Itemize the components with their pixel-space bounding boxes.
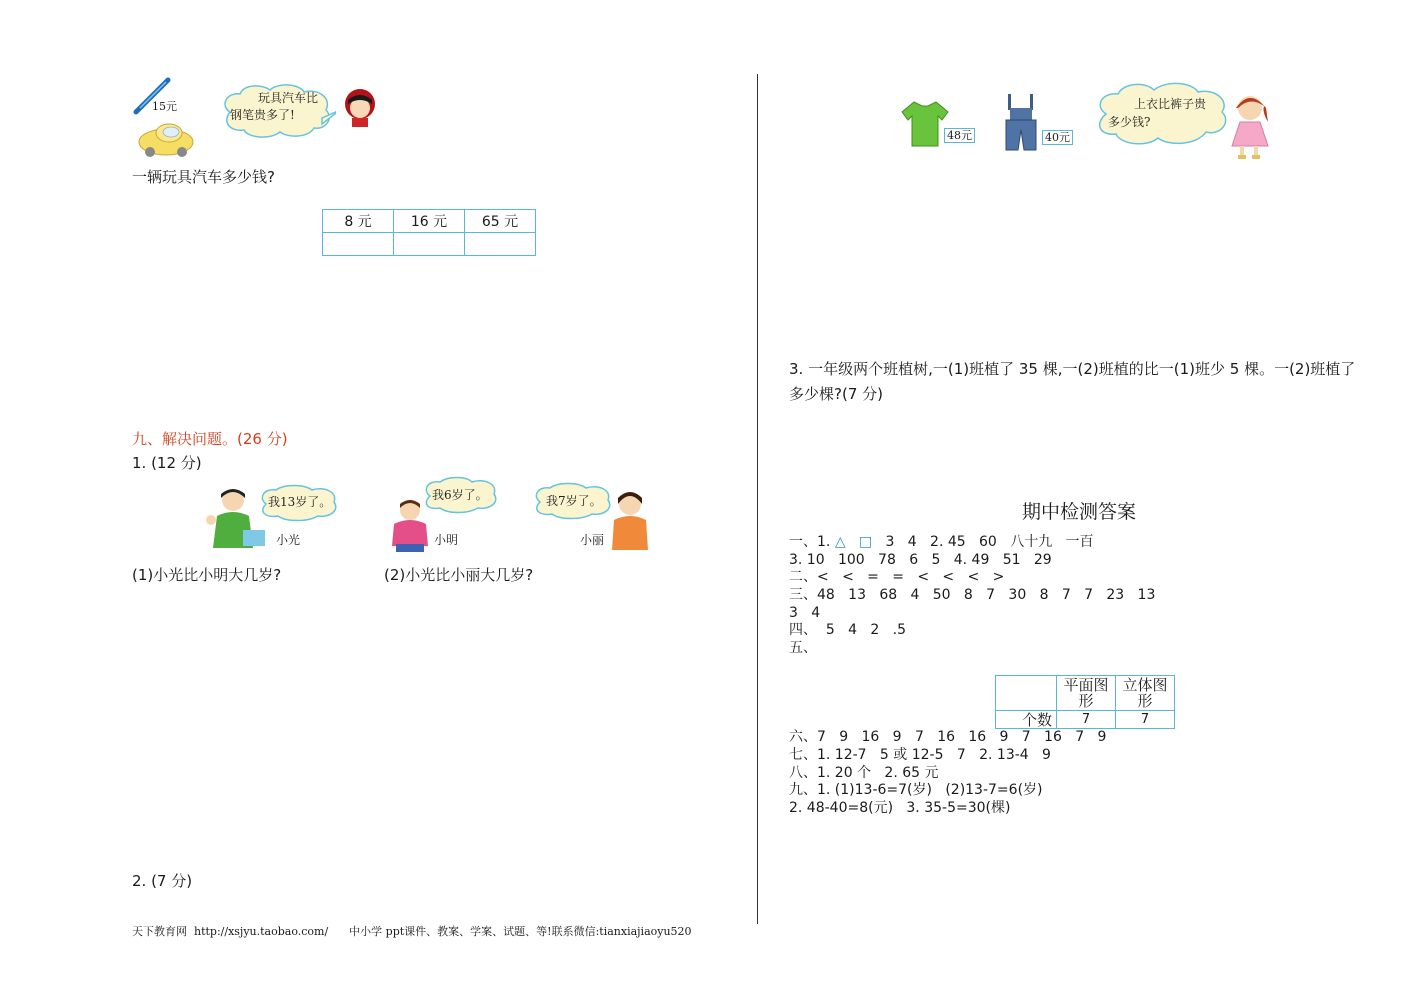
answer-line: 3. 10 100 78 6 5 4. 49 51 29 [789,552,1052,568]
question-label: 1. (12 分) [132,454,202,472]
bubble-text: 多少钱? [1108,115,1151,129]
name-label: 小明 [434,533,459,547]
question-text: 多少棵?(7 分) [789,385,883,403]
question-text: (1)小光比小明大几岁? [132,566,282,584]
square-icon: □ [858,534,873,550]
column-divider [757,74,758,924]
section-title: 九、解决问题。(26 分) [132,430,288,448]
answer-line: 二、< < = = < < < > [789,569,1005,585]
choice-table [322,209,536,256]
table-header: 立体图形 [1116,676,1175,711]
answer-line: 九、1. (1)13-6=7(岁) (2)13-7=6(岁) [789,782,1043,798]
girl-illustration [1226,92,1278,162]
question-label: 2. (7 分) [132,872,193,890]
pen-price: 15元 [152,100,177,113]
car-question: 一辆玩具汽车多少钱? [132,168,275,186]
table-corner [996,676,1057,711]
choice-cell: 65 元 [465,210,536,233]
answer-line: 一、1. △ □ 3 4 2. 45 60 八十九 一百 [789,534,1094,550]
shirt-price: 48元 [944,128,975,143]
table-cell: 7 [1057,711,1116,729]
bubble-text: 上衣比裤子贵 [1134,97,1207,111]
question-text: 3. 一年级两个班植树,一(1)班植了 35 棵,一(2)班植的比一(1)班少 5 棵。一(2)班植了 [789,360,1356,378]
choice-cell: 8 元 [323,210,394,233]
answers-title: 期中检测答案 [1022,501,1137,523]
table-header: 平面图形 [1057,676,1116,711]
table-row-label: 个数 [996,711,1057,729]
bubble-text: 钢笔贵多了! [230,108,295,122]
bubble-text: 我6岁了。 [432,488,488,502]
table-cell: 7 [1116,711,1175,729]
overalls-icon [1000,92,1042,152]
answer-line: 四、 5 4 2 .5 [789,622,907,638]
question-text: (2)小光比小丽大几岁? [384,566,534,584]
answer-line: 3 4 [789,605,821,621]
answer-line: 六、7 9 16 9 7 16 16 9 7 16 7 9 [789,729,1107,745]
toy-car-icon [136,118,196,160]
answer-line: 七、1. 12-7 5 或 12-5 7 2. 13-4 9 [789,747,1051,763]
answer-cell[interactable] [465,233,536,256]
footer: 天下教育网 http://xsjyu.taobao.com/ 中小学 ppt课件、教案、学案、试题、等!联系微信:tianxiajiaoyu520 [132,925,692,938]
name-label: 小光 [276,533,301,547]
answer-cell[interactable] [323,233,394,256]
answer-line: 八、1. 20 个 2. 65 元 [789,765,939,781]
answer-line: 三、48 13 68 4 50 8 7 30 8 7 7 23 13 [789,587,1156,603]
answer-line: 五、 [789,640,817,656]
bubble-text: 我7岁了。 [546,494,602,508]
answer-cell[interactable] [394,233,465,256]
girl-xiaoli-illustration [608,490,652,550]
triangle-icon: △ [834,534,846,550]
pants-price: 40元 [1042,130,1073,145]
bubble-text: 玩具汽车比 [258,91,319,105]
answer-table [995,675,1175,729]
girl-avatar [342,86,378,128]
answer-line: 2. 48-40=8(元) 3. 35-5=30(棵) [789,800,1011,816]
shirt-icon [900,100,950,148]
bubble-text: 我13岁了。 [268,495,332,509]
name-label: 小丽 [580,533,605,547]
choice-cell: 16 元 [394,210,465,233]
